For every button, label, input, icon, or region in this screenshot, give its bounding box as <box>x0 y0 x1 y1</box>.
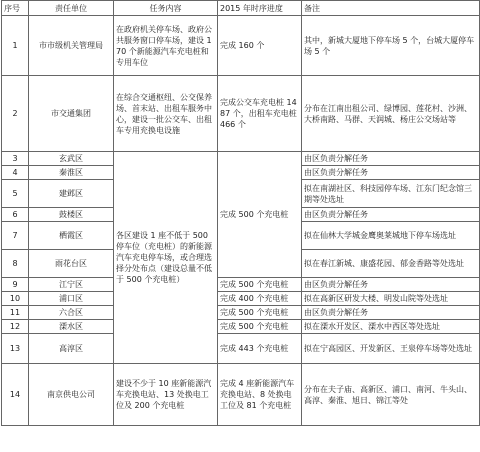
row-no: 12 <box>2 320 29 334</box>
row-unit: 栖霞区 <box>29 222 114 250</box>
header-progress: 2015 年时序进度 <box>218 1 302 16</box>
row-no: 5 <box>2 180 29 208</box>
row-progress: 完成 500 个充电桩 <box>218 278 302 292</box>
row-note: 拟在高新区研发大楼、明发山院等处选址 <box>302 292 480 306</box>
row-unit: 六合区 <box>29 306 114 320</box>
row-no: 14 <box>2 364 29 426</box>
row-no: 4 <box>2 166 29 180</box>
row-progress: 完成 443 个充电桩 <box>218 334 302 364</box>
table-row <box>2 278 480 292</box>
row-progress: 完成 500 个充电桩 <box>218 306 302 320</box>
table-row <box>2 152 480 166</box>
row-progress: 完成 160 个 <box>218 16 302 76</box>
row-unit: 南京供电公司 <box>29 364 114 426</box>
row-note: 其中，新城大厦地下停车场 5 个，台城大厦停车场 5 个 <box>302 16 480 76</box>
district-task: 各区建设 1 座不低于 500 停车位（充电桩）的新能源汽车充电停车场，或合理选择分处布点（建设总量不低于 500 个充电桩） <box>114 152 218 364</box>
row-unit: 鼓楼区 <box>29 208 114 222</box>
table-row <box>2 334 480 364</box>
row-no: 10 <box>2 292 29 306</box>
row-note: 由区负责分解任务 <box>302 306 480 320</box>
row-progress: 完成 400 个充电桩 <box>218 292 302 306</box>
row-task: 在综合交通枢纽、公交保养场、首末站、出租车服务中心，建设一批公交车、出租车专用充换电设施 <box>114 76 218 152</box>
table-row <box>2 76 480 152</box>
row-note: 拟在仙林大学城金鹰奥莱城地下停车场选址 <box>302 222 480 250</box>
row-no: 13 <box>2 334 29 364</box>
table-header <box>2 1 480 16</box>
row-no: 6 <box>2 208 29 222</box>
row-note: 拟在南湖社区、科技园停车场、江东门纪念馆三期等处选址 <box>302 180 480 208</box>
row-unit: 秦淮区 <box>29 166 114 180</box>
header-no: 序号 <box>2 1 29 16</box>
district-progress: 完成 500 个充电桩 <box>218 152 302 278</box>
row-unit: 玄武区 <box>29 152 114 166</box>
row-note: 由区负责分解任务 <box>302 166 480 180</box>
row-note: 分布在夫子庙、高新区、浦口、南河、牛头山、高淳、秦淮、旭日、锦江等处 <box>302 364 480 426</box>
row-no: 3 <box>2 152 29 166</box>
table-row <box>2 16 480 76</box>
row-note: 由区负责分解任务 <box>302 278 480 292</box>
table-row <box>2 306 480 320</box>
row-unit: 浦口区 <box>29 292 114 306</box>
row-unit: 高淳区 <box>29 334 114 364</box>
row-no: 9 <box>2 278 29 292</box>
row-no: 8 <box>2 250 29 278</box>
row-unit: 江宁区 <box>29 278 114 292</box>
task-table <box>1 0 480 426</box>
row-unit: 雨花台区 <box>29 250 114 278</box>
row-no: 7 <box>2 222 29 250</box>
row-note: 拟在宁高园区、开发新区、王泉停车场等处选址 <box>302 334 480 364</box>
row-progress: 完成 500 个充电桩 <box>218 320 302 334</box>
header-unit: 责任单位 <box>29 1 114 16</box>
table-row <box>2 292 480 306</box>
table-row <box>2 364 480 426</box>
row-note: 拟在春江新城、康盛花园、郁金香路等处选址 <box>302 250 480 278</box>
row-note: 拟在溧水开发区、溧水中西区等处选址 <box>302 320 480 334</box>
row-no: 1 <box>2 16 29 76</box>
row-note: 由区负责分解任务 <box>302 152 480 166</box>
header-note: 备注 <box>302 1 480 16</box>
row-progress: 完成公交车充电桩 1487 个，出租车充电桩 466 个 <box>218 76 302 152</box>
row-note: 由区负责分解任务 <box>302 208 480 222</box>
row-unit: 市交通集团 <box>29 76 114 152</box>
table-row <box>2 320 480 334</box>
row-task: 建设不少于 10 座新能源汽车充换电站、13 处换电工位及 200 个充电桩 <box>114 364 218 426</box>
row-progress: 完成 4 座新能源汽车充换电站、8 处换电工位及 81 个充电桩 <box>218 364 302 426</box>
row-note: 分布在江南出租公司、绿博园、莲花村、沙洲、大桥南路、马群、天润城、杨庄公交场站等 <box>302 76 480 152</box>
header-task: 任务内容 <box>114 1 218 16</box>
row-unit: 市市级机关管理局 <box>29 16 114 76</box>
row-unit: 溧水区 <box>29 320 114 334</box>
row-no: 2 <box>2 76 29 152</box>
row-unit: 建邺区 <box>29 180 114 208</box>
row-no: 11 <box>2 306 29 320</box>
row-task: 在政府机关停车场、政府公共服务窗口停车场，建设 170 个新能源汽车充电桩和专用车位 <box>114 16 218 76</box>
